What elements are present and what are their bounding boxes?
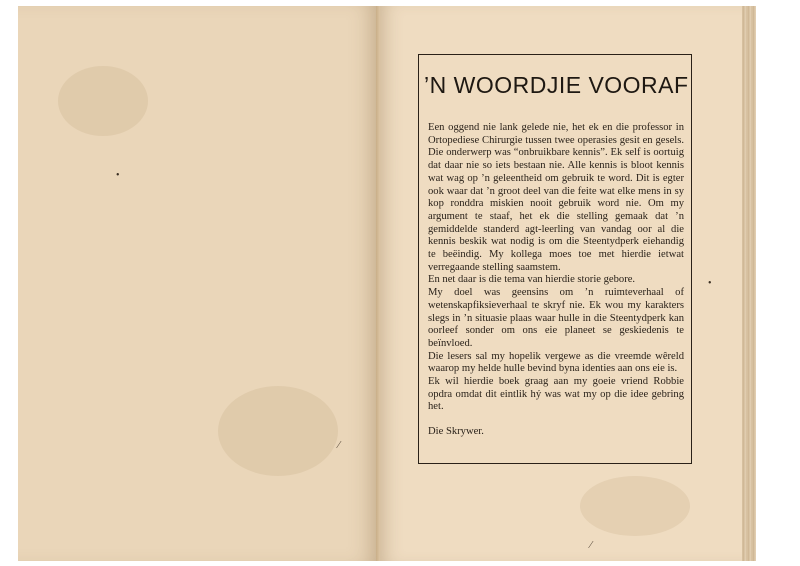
paragraph: Ek wil hierdie boek graag aan my goeie vriend Robbie opdra omdat dit eintlik hý was wat my op die idee gebring het. <box>428 376 684 413</box>
foreword-text <box>428 122 684 439</box>
ink-speck: ⁄ <box>590 540 592 551</box>
ink-speck: • <box>708 278 712 289</box>
paper-stain <box>58 66 148 136</box>
ink-speck: ⁄ <box>338 440 340 451</box>
paragraph: Die lesers sal my hopelik vergewe as die vreemde wêreld waarop my helde hulle bevind byna identies aan ons eie is. <box>428 350 684 375</box>
paragraph: My doel was geensins om ’n ruimteverhaal of wetenskapfiksieverhaal te skryf nie. Ek wou my karakters slegs in ’n situasie plaas waar hulle in die Steentydperk kan oorleef sonder om ons eie planeet se geskiedenis te beïnvloed. <box>428 287 684 349</box>
ink-speck: • <box>116 170 120 181</box>
page-title: ’N WOORDJIE VOORAF <box>424 72 689 98</box>
paper-stain <box>218 386 338 476</box>
signature: Die Skrywer. <box>428 426 484 438</box>
page-edges <box>742 6 756 561</box>
paragraph: En net daar is die tema van hierdie storie gebore. <box>428 274 636 286</box>
paper-stain <box>580 476 690 536</box>
left-page-blank <box>18 6 378 561</box>
paragraph: Een oggend nie lank gelede nie, het ek en die professor in Ortopediese Chirurgie tussen twee operasies gesit en gesels. Die onderwerp was “onbruikbare kennis”. Ek self is oortuig dat daar nie so iets bestaan nie. Alle kennis is bloot kennis wat wag op ’n geleentheid om gebruik te word. Dit is egter ook waar dat ’n groot deel van die feite wat elke mens in sy kop ronddra miskien nooit gebruik word nie. Om my argument te staaf, het ek die stelling gemaak dat ’n gemiddelde standerd agt-leerling van vandag oor al die kennis beskik wat nodig is om die Steentydperk eiehandig te beëindig. My kollega moes toe met hierdie ietwat verregaande stelling saamstem. <box>428 122 684 273</box>
